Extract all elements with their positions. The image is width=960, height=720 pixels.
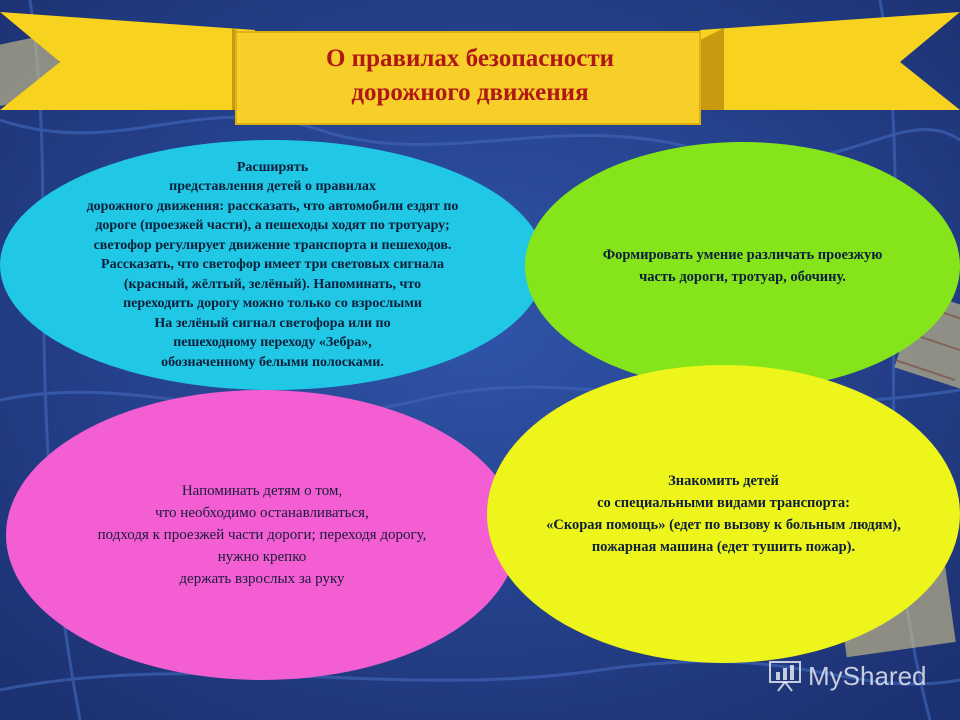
title-line-2: дорожного движения <box>351 79 589 106</box>
oval-distinguish-road <box>525 142 960 390</box>
oval-cyan-line: (красный, жёлтый, зелёный). Напоминать, что <box>123 276 422 292</box>
oval-pink-line: Напоминать детям о том, <box>181 483 343 499</box>
oval-pink-line: держать взрослых за руку <box>179 571 345 587</box>
oval-expand-knowledge <box>0 140 545 390</box>
oval-cyan-line: На зелёный сигнал светофора или по <box>154 315 391 331</box>
title-line-1: О правилах безопасности <box>325 45 615 72</box>
page-title <box>240 42 700 110</box>
oval-cyan-line: пешеходному переходу «Зебра», <box>173 335 372 351</box>
watermark[interactable] <box>768 656 948 696</box>
oval-cyan-line: дороге (проезжей части), а пешеходы ходят по тротуару; <box>95 218 450 234</box>
oval-yellow-text <box>546 470 901 558</box>
oval-cyan-line: Рассказать, что светофор имеет три световых сигнала <box>101 257 444 273</box>
oval-pink-line: что необходимо останавливаться, <box>155 505 369 521</box>
oval-cyan-line: дорожного движения: рассказать, что автомобили ездят по <box>86 198 459 214</box>
oval-pink-line: нужно крепко <box>217 549 307 565</box>
oval-remind-children <box>6 390 518 680</box>
oval-pink-text <box>98 480 427 590</box>
oval-green-text <box>603 244 883 288</box>
oval-cyan-line: Расширять <box>236 159 309 175</box>
oval-cyan-line: переходить дорогу можно только со взрослыми <box>123 296 422 312</box>
oval-yellow-line: Знакомить детей <box>668 473 779 489</box>
oval-cyan-text <box>87 158 459 373</box>
oval-yellow-line: со специальными видами транспорта: <box>597 495 850 511</box>
oval-green-line: Формировать умение различать проезжую <box>602 247 883 263</box>
oval-pink-line: подходя к проезжей части дороги; переходя дорогу, <box>97 527 427 543</box>
presentation-logo-icon <box>768 659 802 693</box>
oval-yellow-line: пожарная машина (едет тушить пожар). <box>591 539 856 555</box>
oval-cyan-line: светофор регулирует движение транспорта и пешеходов. <box>93 237 452 253</box>
oval-yellow-line: «Скорая помощь» (едет по вызову к больным людям), <box>546 517 901 533</box>
oval-special-transport <box>487 365 960 663</box>
oval-green-line: часть дороги, тротуар, обочину. <box>639 269 846 285</box>
oval-cyan-line: представления детей о правилах <box>169 179 376 195</box>
watermark-text: MyShared <box>808 660 927 691</box>
oval-cyan-line: обозначенному белыми полосками. <box>161 354 384 370</box>
